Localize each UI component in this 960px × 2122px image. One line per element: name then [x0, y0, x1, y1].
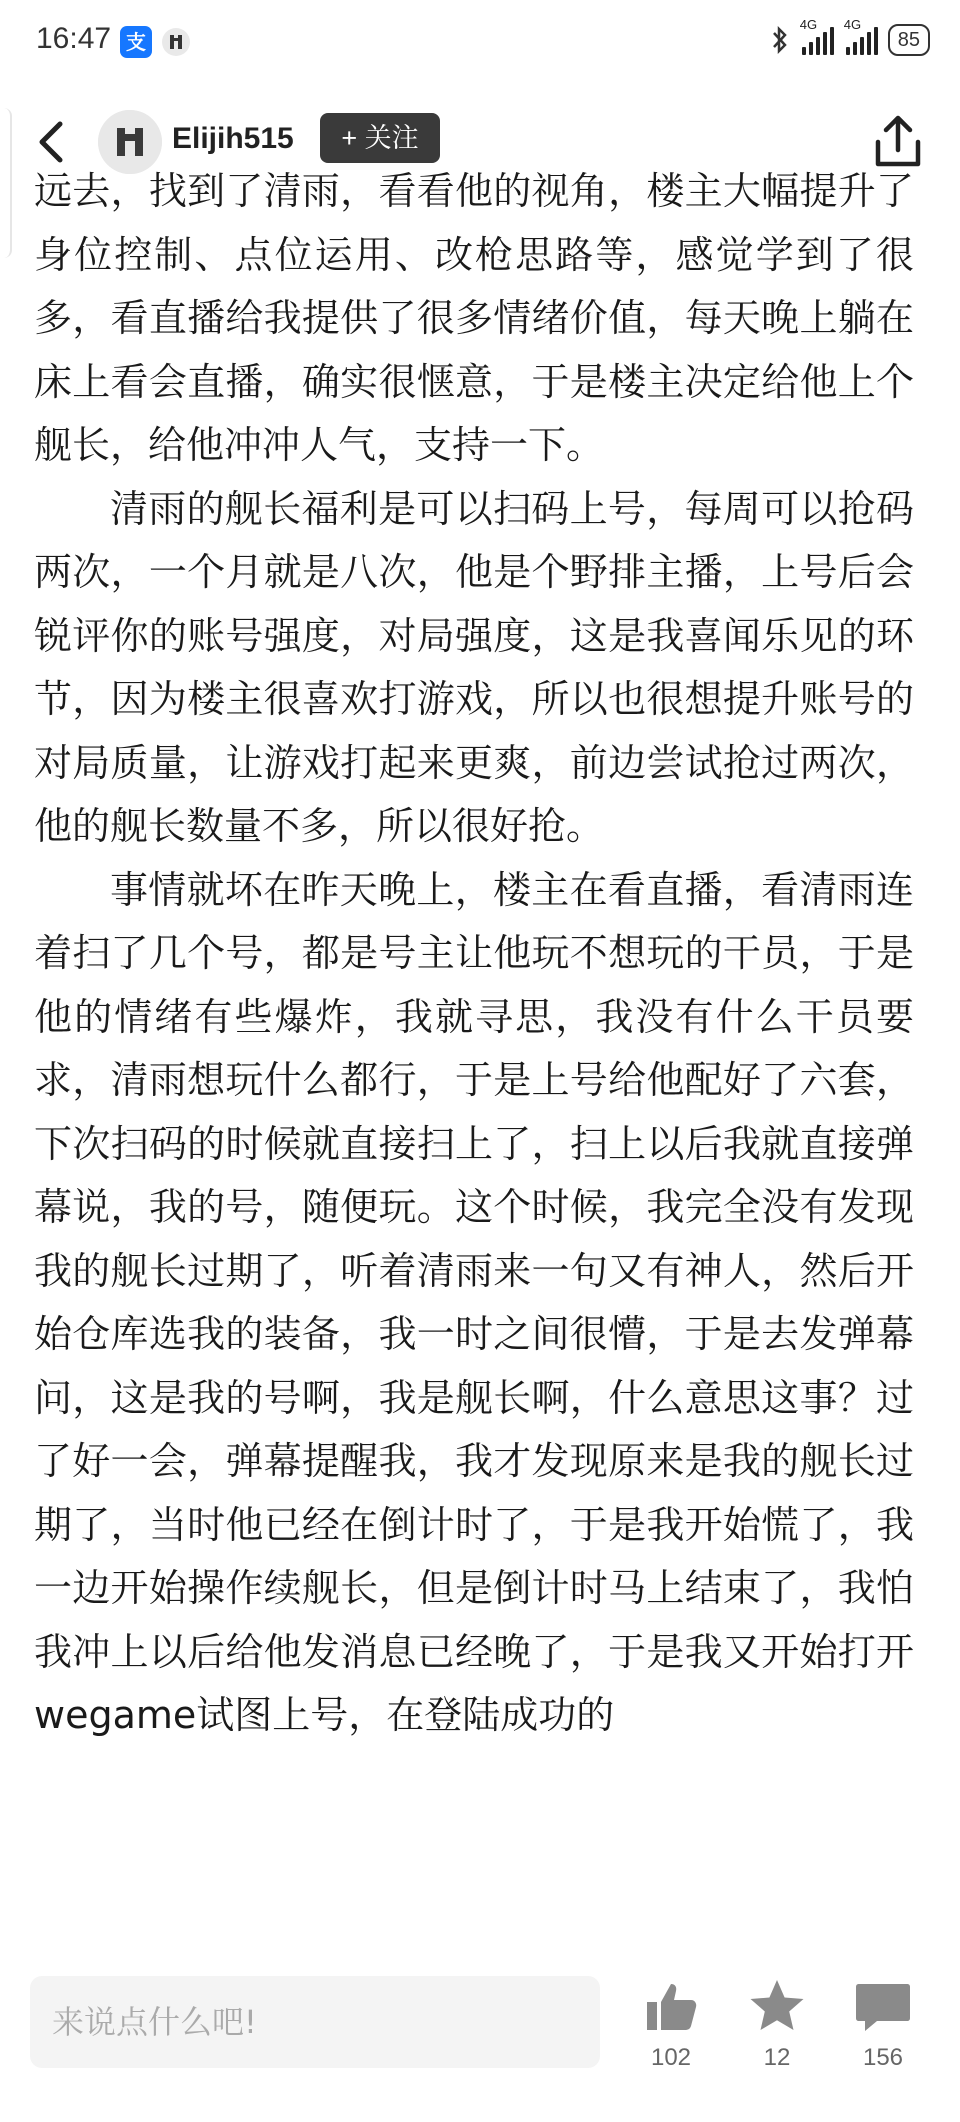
thumbs-up-icon — [641, 1976, 701, 2036]
paragraph-1: 远去，找到了清雨，看看他的视角，楼主大幅提升了身位控制、点位运用、改枪思路等，感觉学到了很多，看直播给我提供了很多情绪价值，每天晚上躺在床上看会直播，确实很惬意，于是楼主决定给他上个舰长，给他冲冲人气，支持一下。 — [34, 169, 914, 467]
battery-indicator: 85 — [888, 24, 930, 56]
signal-2-icon — [843, 17, 878, 55]
username[interactable]: Elijih515 — [172, 122, 294, 155]
comment-input[interactable] — [30, 1976, 600, 2068]
comment-count: 156 — [862, 2044, 904, 2071]
status-bar — [0, 0, 960, 86]
signal-1-label: 4G — [799, 17, 818, 32]
star-icon — [747, 1976, 807, 2036]
comment-button[interactable] — [838, 1976, 928, 2072]
status-icons — [770, 17, 930, 56]
signal-2-label: 4G — [843, 17, 862, 32]
comment-icon — [853, 1976, 913, 2036]
paragraph-2: 清雨的舰长福利是可以扫码上号，每周可以抢码两次，一个月就是八次，他是个野排主播，上号后会锐评你的账号强度，对局强度，这是我喜闻乐见的环节，因为楼主很喜欢打游戏，所以也很想提升账号的对局质量，让游戏打起来更爽，前边尝试抢过两次，他的舰长数量不多，所以很好抢。 — [34, 486, 914, 848]
signal-1-icon — [799, 17, 834, 55]
star-count: 12 — [763, 2044, 791, 2071]
bottom-action-bar — [0, 1946, 960, 2122]
status-time: 16:47 — [36, 22, 112, 55]
post-text — [34, 160, 914, 1748]
bluetooth-icon — [770, 25, 790, 55]
star-button[interactable] — [732, 1976, 822, 2072]
alipay-icon: 支 — [120, 26, 152, 58]
paragraph-3: 事情就坏在昨天晚上，楼主在看直播，看清雨连着扫了几个号，都是号主让他玩不想玩的干员，于是他的情绪有些爆炸，我就寻思，我没有什么干员要求，清雨想玩什么都行，于是上号给他配好了六套，下次扫码的时候就直接扫上了，扫上以后我就直接弹幕说，我的号，随便玩。这个时候，我完全没有发现我的舰长过期了，听着清雨来一句又有神人，然后开始仓库选我的装备，我一时之间很懵，于是去发弹幕问，这是我的号啊，我是舰长啊，什么意思这事？过了好一会，弹幕提醒我，我才发现原来是我的舰长过期了，当时他已经在倒计时了，于是我开始慌了，我一边开始操作续舰长，但是倒计时马上结束了，我怕我冲上以后给他发消息已经晚了，于是我又开始打开wegame试图上号，在登陆成功的 — [34, 867, 914, 1737]
app-logo-icon — [160, 26, 192, 58]
follow-button[interactable]: + 关注 — [320, 113, 440, 163]
post-content — [0, 169, 960, 1946]
like-count: 102 — [650, 2044, 692, 2071]
like-button[interactable] — [626, 1976, 716, 2072]
